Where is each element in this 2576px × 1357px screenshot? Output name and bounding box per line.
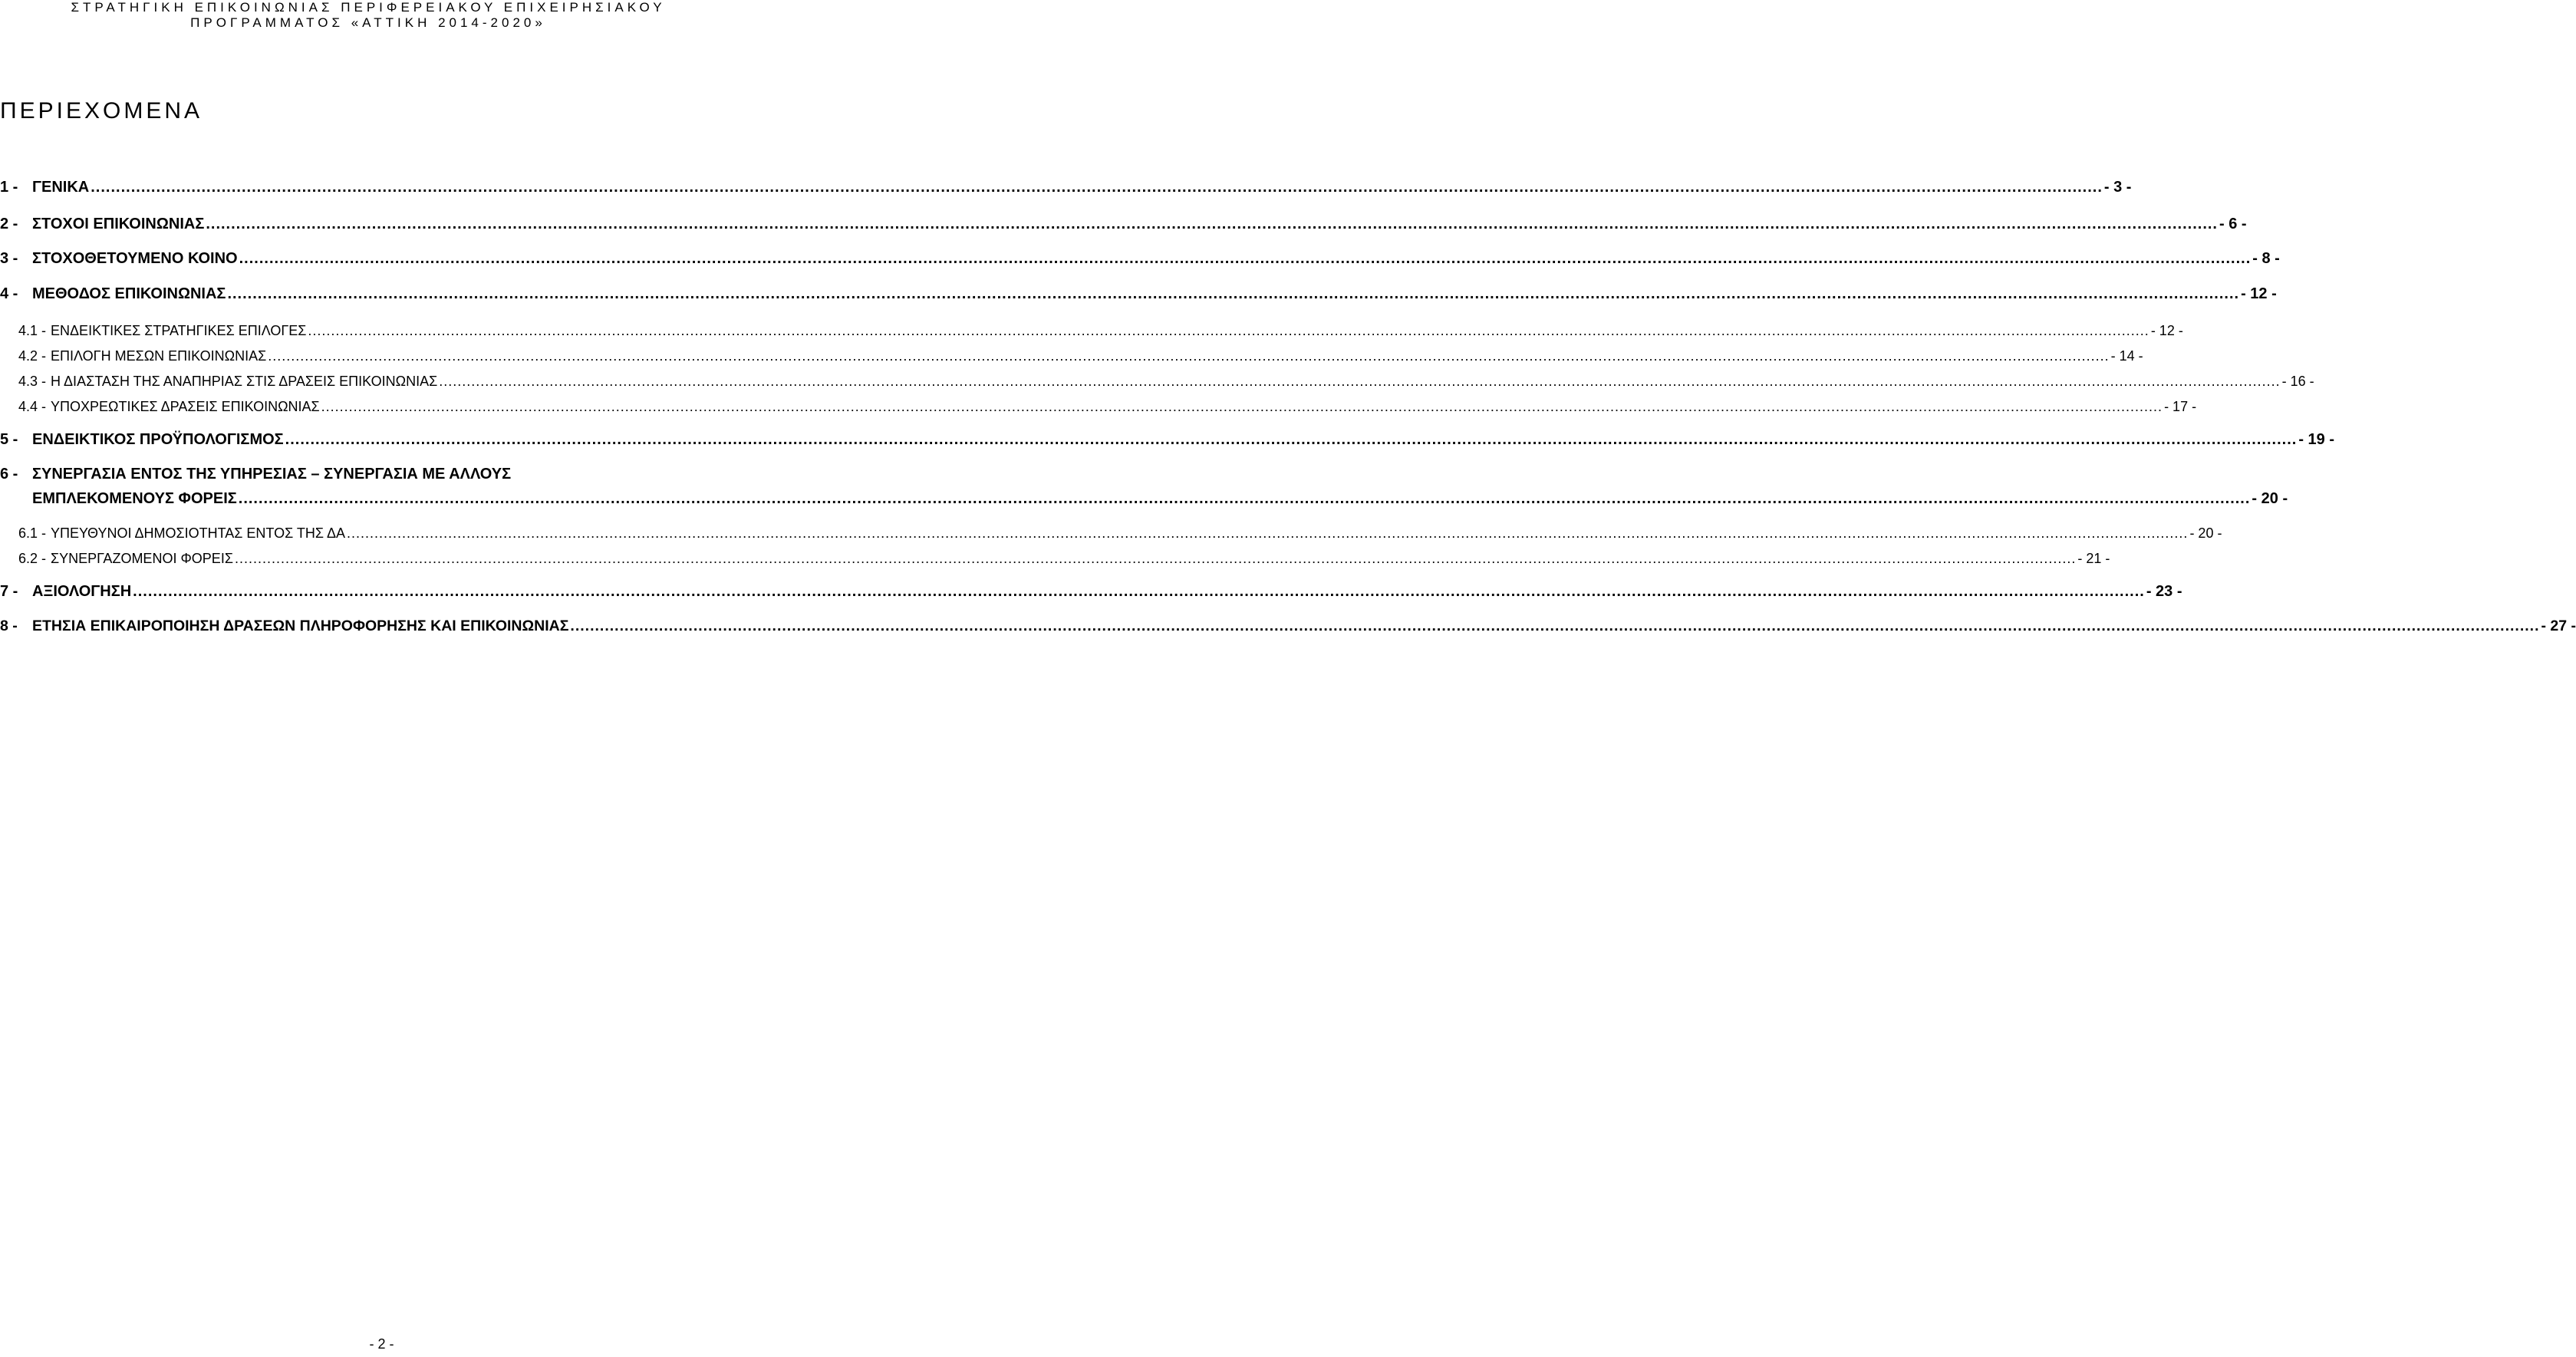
dot-leader bbox=[133, 583, 2145, 601]
dot-leader bbox=[235, 551, 2076, 567]
running-header-line-1: ΣΤΡΑΤΗΓΙΚΗ ΕΠΙΚΟΙΝΩΝΙΑΣ ΠΕΡΙΦΕΡΕΙΑΚΟΥ ΕΠΙΧΕΙΡΗΣΙΑΚΟΥ bbox=[71, 0, 666, 15]
toc-entry-number: 4.2 - bbox=[18, 348, 47, 364]
toc-entry-title: ΕΤΗΣΙΑ ΕΠΙΚΑΙΡΟΠΟΙΗΣΗ ΔΡΑΣΕΩΝ ΠΛΗΡΟΦΟΡΗΣΗΣ ΚΑΙ ΕΠΙΚΟΙΝΩΝΙΑΣ bbox=[32, 618, 569, 634]
toc-entry-page: - 27 - bbox=[2541, 618, 2576, 634]
toc-entry-4-1[interactable] bbox=[0, 323, 2183, 339]
toc-entry-title-continuation: ΕΜΠΛΕΚΟΜΕΝΟΥΣ ΦΟΡΕΙΣ bbox=[32, 490, 237, 507]
dot-leader bbox=[285, 431, 2298, 449]
toc-entry-title: ΣΥΝΕΡΓΑΣΙΑ ΕΝΤΟΣ ΤΗΣ ΥΠΗΡΕΣΙΑΣ – ΣΥΝΕΡΓΑΣΙΑ ΜΕ ΑΛΛΟΥΣ bbox=[32, 466, 512, 483]
toc-entry-4-2[interactable] bbox=[0, 348, 2143, 364]
toc-entry-page: - 23 - bbox=[2146, 583, 2182, 600]
toc-entry-title: ΕΠΙΛΟΓΗ ΜΕΣΩΝ ΕΠΙΚΟΙΝΩΝΙΑΣ bbox=[51, 348, 267, 364]
toc-entry-7[interactable] bbox=[0, 583, 2182, 601]
toc-entry-6[interactable] bbox=[0, 466, 736, 483]
toc-entry-number: 6 - bbox=[0, 466, 18, 483]
toc-entry-number: 4.4 - bbox=[18, 399, 47, 414]
toc-entry-4-4[interactable] bbox=[0, 399, 2197, 415]
dot-leader bbox=[91, 179, 2103, 196]
dot-leader bbox=[570, 618, 2539, 635]
toc-entry-page: - 16 - bbox=[2281, 374, 2314, 389]
dot-leader bbox=[347, 525, 2188, 542]
dot-leader bbox=[227, 285, 2239, 303]
toc-entry-page: - 12 - bbox=[2150, 323, 2183, 338]
dot-leader bbox=[239, 490, 2251, 508]
toc-entry-title: ΜΕΘΟΔΟΣ ΕΠΙΚΟΙΝΩΝΙΑΣ bbox=[32, 285, 226, 302]
toc-entry-number: 4.3 - bbox=[18, 374, 47, 389]
toc-entry-1[interactable] bbox=[0, 179, 2132, 196]
dot-leader bbox=[321, 399, 2163, 415]
toc-entry-page: - 17 - bbox=[2164, 399, 2197, 414]
toc-entry-title: ΣΤΟΧΟΘΕΤΟΥΜΕΝΟ ΚΟΙΝΟ bbox=[32, 250, 238, 267]
toc-entry-number: 6.1 - bbox=[18, 525, 47, 541]
toc-entry-page: - 21 - bbox=[2077, 551, 2110, 566]
toc-entry-6-2[interactable] bbox=[0, 551, 2110, 567]
running-header-line-2: ΠΡΟΓΡΑΜΜΑΤΟΣ «ΑΤΤΙΚΗ 2014-2020» bbox=[190, 15, 546, 30]
toc-entry-number: 5 - bbox=[0, 431, 18, 448]
toc-entry-page: - 19 - bbox=[2298, 431, 2334, 448]
toc-entry-title: ΣΤΟΧΟΙ ΕΠΙΚΟΙΝΩΝΙΑΣ bbox=[32, 216, 205, 232]
toc-entry-page: - 8 - bbox=[2252, 250, 2280, 267]
page-number: - 2 - bbox=[369, 1336, 394, 1352]
running-header bbox=[0, 0, 736, 31]
toc-entry-4[interactable] bbox=[0, 285, 2277, 303]
toc-entry-title: ΓΕΝΙΚΑ bbox=[32, 179, 90, 196]
dot-leader bbox=[206, 216, 2218, 233]
toc-entry-title: ΕΝΔΕΙΚΤΙΚΕΣ ΣΤΡΑΤΗΓΙΚΕΣ ΕΠΙΛΟΓΕΣ bbox=[51, 323, 307, 338]
toc-entry-6-continuation[interactable] bbox=[32, 490, 2288, 508]
toc-entry-8[interactable] bbox=[0, 618, 2576, 635]
toc-entry-4-3[interactable] bbox=[0, 374, 2314, 390]
dot-leader bbox=[268, 348, 2109, 364]
toc-entry-number: 8 - bbox=[0, 618, 18, 634]
toc-entry-number: 4.1 - bbox=[18, 323, 47, 338]
toc-entry-2[interactable] bbox=[0, 216, 2247, 233]
toc-entry-3[interactable] bbox=[0, 250, 2280, 268]
toc-entry-page: - 20 - bbox=[2189, 525, 2222, 541]
toc-entry-number: 1 - bbox=[0, 179, 18, 196]
toc-entry-page: - 20 - bbox=[2252, 490, 2288, 507]
toc-entry-page: - 12 - bbox=[2241, 285, 2277, 302]
toc-entry-number: 7 - bbox=[0, 583, 18, 600]
toc-entry-title: Η ΔΙΑΣΤΑΣΗ ΤΗΣ ΑΝΑΠΗΡΙΑΣ ΣΤΙΣ ΔΡΑΣΕΙΣ ΕΠΙΚΟΙΝΩΝΙΑΣ bbox=[51, 374, 438, 389]
toc-entry-title: ΥΠΕΥΘΥΝΟΙ ΔΗΜΟΣΙΟΤΗΤΑΣ ΕΝΤΟΣ ΤΗΣ ΔΑ bbox=[51, 525, 346, 541]
toc-entry-page: - 6 - bbox=[2219, 216, 2247, 232]
toc-entry-number: 2 - bbox=[0, 216, 18, 232]
toc-entry-number: 6.2 - bbox=[18, 551, 47, 566]
toc-entry-page: - 14 - bbox=[2110, 348, 2143, 364]
toc-entry-number: 3 - bbox=[0, 250, 18, 267]
toc-entry-page: - 3 - bbox=[2103, 179, 2132, 196]
toc-entry-number: 4 - bbox=[0, 285, 18, 302]
toc-entry-title: ΕΝΔΕΙΚΤΙΚΟΣ ΠΡΟΫΠΟΛΟΓΙΣΜΟΣ bbox=[32, 431, 284, 448]
toc-entry-5[interactable] bbox=[0, 431, 2334, 449]
toc-entry-title: ΣΥΝΕΡΓΑΖΟΜΕΝΟΙ ΦΟΡΕΙΣ bbox=[51, 551, 233, 566]
toc-entry-title: ΑΞΙΟΛΟΓΗΣΗ bbox=[32, 583, 132, 600]
dot-leader bbox=[439, 374, 2280, 390]
toc-entry-6-1[interactable] bbox=[0, 525, 2222, 542]
toc-entry-title: ΥΠΟΧΡΕΩΤΙΚΕΣ ΔΡΑΣΕΙΣ ΕΠΙΚΟΙΝΩΝΙΑΣ bbox=[51, 399, 320, 414]
toc-heading: ΠΕΡΙΕΧΟΜΕΝΑ bbox=[0, 98, 203, 124]
dot-leader bbox=[308, 323, 2149, 339]
dot-leader bbox=[239, 250, 2252, 268]
